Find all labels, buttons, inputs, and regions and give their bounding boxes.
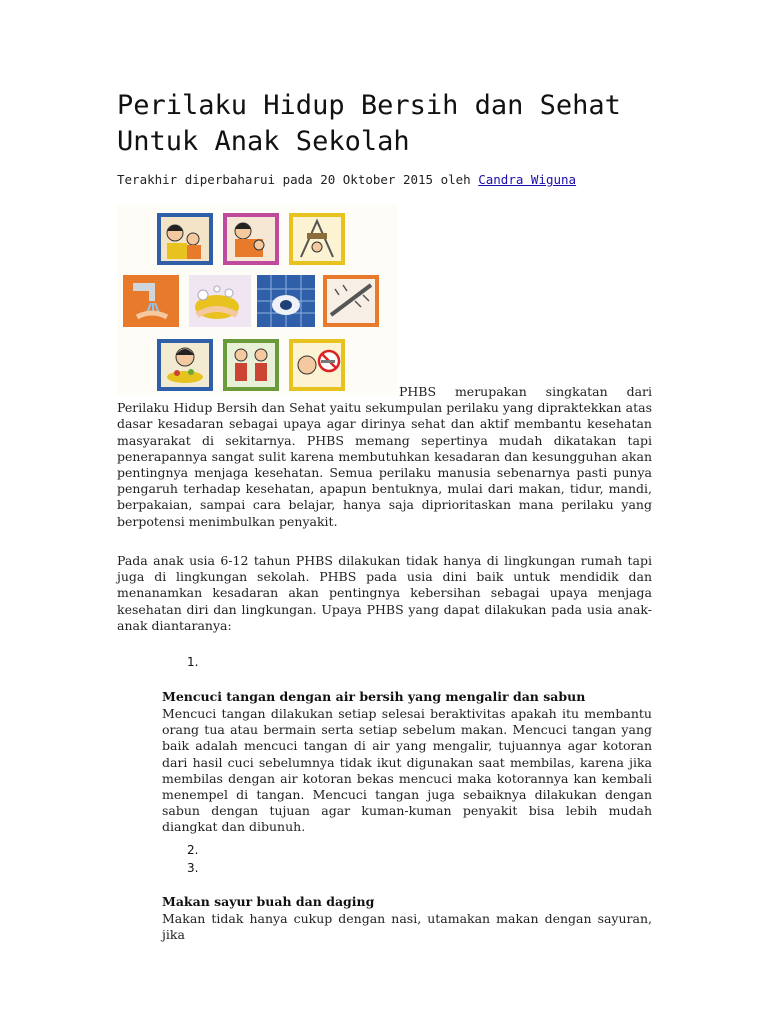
list-number: 2. (187, 843, 199, 857)
phbs-illustration (117, 205, 397, 395)
list-item-body: Mencuci tangan dilakukan setiap selesai beraktivitas apakah itu membantu orang tua atau bermain serta setiap sebelum makan. Mencuci tangan yang baik adalah mencuci tangan di air yang mengalir, tujuannya agar kotoran dari hasil cuci sebelumnya tidak ikut digunakan saat membilas, karena jika membilas dengan air kotoran bekas mencuci maka kotorannya kan kembali menempel di tangan. Mencuci tangan juga sebaiknya dilakukan dengan sabun dengan tujuan agar kuman-kuman penyakit bisa lebih mudah diangkat dan dibunuh. (162, 706, 652, 835)
tile-washing-hands-soap (189, 275, 251, 327)
list-item-heading: Makan sayur buah dan daging (162, 894, 375, 909)
tile-mother-child (157, 213, 213, 265)
intro-paragraph: PHBS merupakan singkatan dari Perilaku Hidup Bersih dan Sehat yaitu sekumpulan perilaku yang dipraktekkan atas dasar kesadaran sebagai upaya agar dirinya sehat dan aktif membantu kesehatan masyarakat di sekitarnya. PHBS memang sepertinya mudah dikatakan tapi penerapannya sangat sulit karena membutuhkan kesadaran dan kesungguhan akan pentingnya menjaga kesehatan. Semua perilaku manusia sebenarnya pasti punya pengaruh terhadap kesehatan, apapun bentuknya, mulai dari makan, tidur, mandi, berpakaian, sampai cara belajar, hanya saja diprioritaskan mana perilaku yang berpotensi menimbulkan penyakit. (117, 384, 652, 529)
author-link[interactable]: Candra Wiguna (478, 172, 577, 187)
article-title: Perilaku Hidup Bersih dan Sehat Untuk Anak Sekolah (117, 90, 621, 157)
article-meta (117, 172, 576, 187)
tile-handwashing-tap (123, 275, 179, 327)
context-paragraph: Pada anak usia 6-12 tahun PHBS dilakukan tidak hanya di lingkungan rumah tapi juga di lingkungan sekolah. PHBS pada usia dini baik untuk mendidik dan menanamkan kesadaran akan pentingnya kebersihan sebagai upaya menjaga kesehatan diri dan lingkungan. Upaya PHBS yang dapat dilakukan pada usia anak-anak diantaranya: (117, 553, 652, 633)
list-item-body: Makan tidak hanya cukup dengan nasi, utamakan makan dengan sayuran, jika (162, 911, 652, 943)
tile-mosquito (323, 275, 379, 327)
tile-weighing-scale (289, 213, 345, 265)
list-number: 1. (187, 655, 199, 669)
list-item-heading: Mencuci tangan dengan air bersih yang mengalir dan sabun (162, 689, 586, 704)
tile-breastfeeding (223, 213, 279, 265)
tile-clean-toilet (257, 275, 315, 327)
updated-date-text: Terakhir diperbaharui pada 20 Oktober 2015 oleh (117, 172, 479, 187)
list-number: 3. (187, 861, 199, 875)
